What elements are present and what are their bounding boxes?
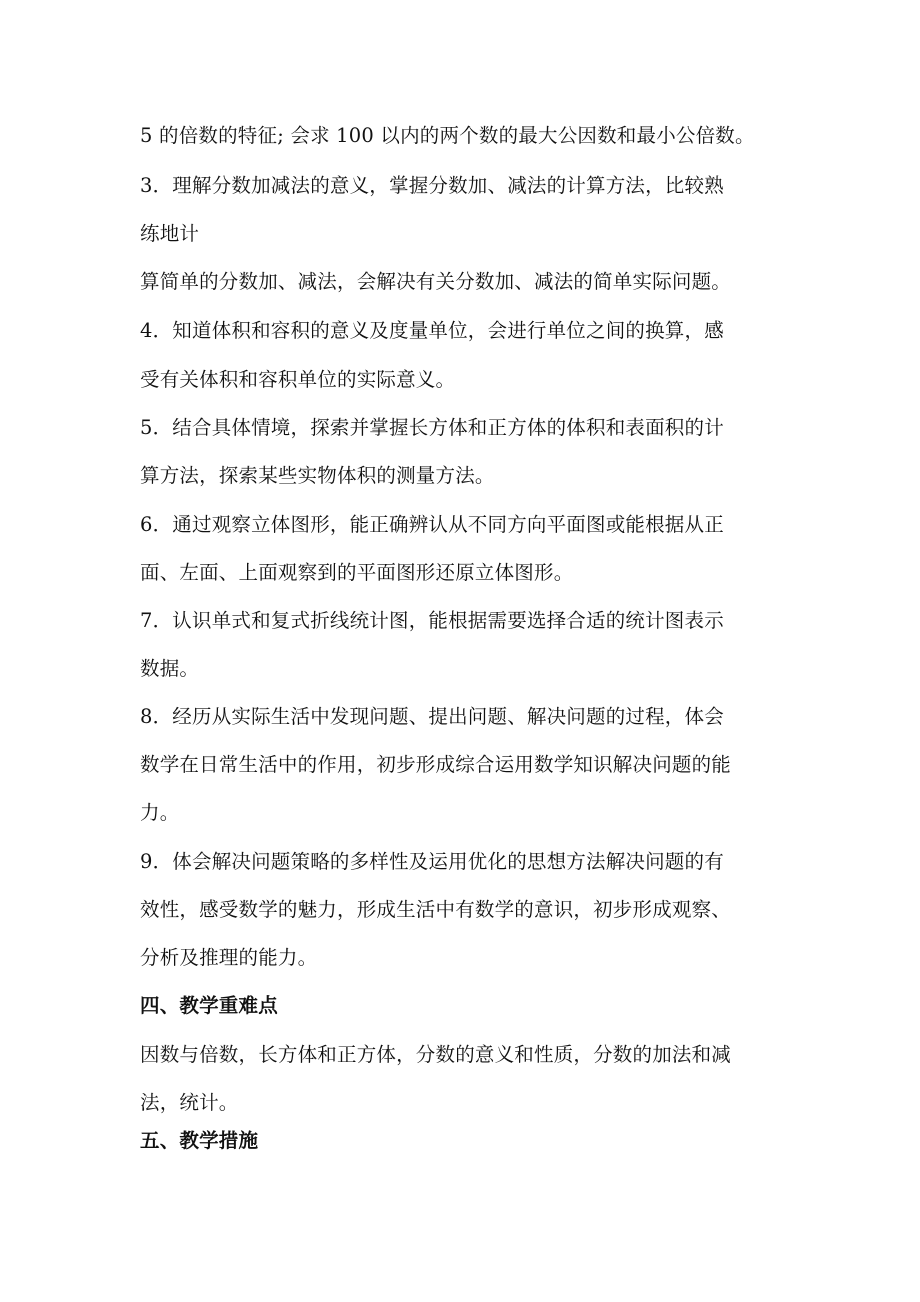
text-line: 7．认识单式和复式折线统计图，能根据需要选择合适的统计图表示 <box>140 609 724 632</box>
text-line: 分析及推理的能力。 <box>140 946 318 969</box>
text-line: 练地计 <box>140 222 200 245</box>
text-line: 法，统计。 <box>140 1091 239 1114</box>
text-line: 8．经历从实际生活中发现问题、提出问题、解决问题的过程，体会 <box>140 705 724 728</box>
text-line: 5 的倍数的特征; 会求 100 以内的两个数的最大公因数和最小公倍数。 <box>140 124 755 147</box>
text-line: 9．体会解决问题策略的多样性及运用优化的思想方法解决问题的有 <box>140 850 724 873</box>
text-line: 算简单的分数加、减法，会解决有关分数加、减法的简单实际问题。 <box>140 270 732 293</box>
text-line: 4．知道体积和容积的意义及度量单位，会进行单位之间的换算，感 <box>140 319 724 342</box>
section-heading: 五、教学措施 <box>140 1129 259 1152</box>
text-line: 数学在日常生活中的作用，初步形成综合运用数学知识解决问题的能 <box>140 753 732 776</box>
text-line: 5．结合具体情境，探索并掌握长方体和正方体的体积和表面积的计 <box>140 416 724 439</box>
text-line: 算方法，探索某些实物体积的测量方法。 <box>140 464 495 487</box>
text-line: 受有关体积和容积单位的实际意义。 <box>140 368 456 391</box>
text-line: 数据。 <box>140 657 200 680</box>
text-line: 3．理解分数加减法的意义，掌握分数加、减法的计算方法，比较熟 <box>140 174 724 197</box>
text-line: 效性，感受数学的魅力，形成生活中有数学的意识，初步形成观察、 <box>140 898 732 921</box>
text-line: 6．通过观察立体图形，能正确辨认从不同方向平面图或能根据从正 <box>140 513 724 536</box>
text-line: 面、左面、上面观察到的平面图形还原立体图形。 <box>140 561 574 584</box>
text-line: 因数与倍数，长方体和正方体，分数的意义和性质，分数的加法和减 <box>140 1043 732 1066</box>
section-heading: 四、教学重难点 <box>140 994 278 1017</box>
text-line: 力。 <box>140 801 180 824</box>
